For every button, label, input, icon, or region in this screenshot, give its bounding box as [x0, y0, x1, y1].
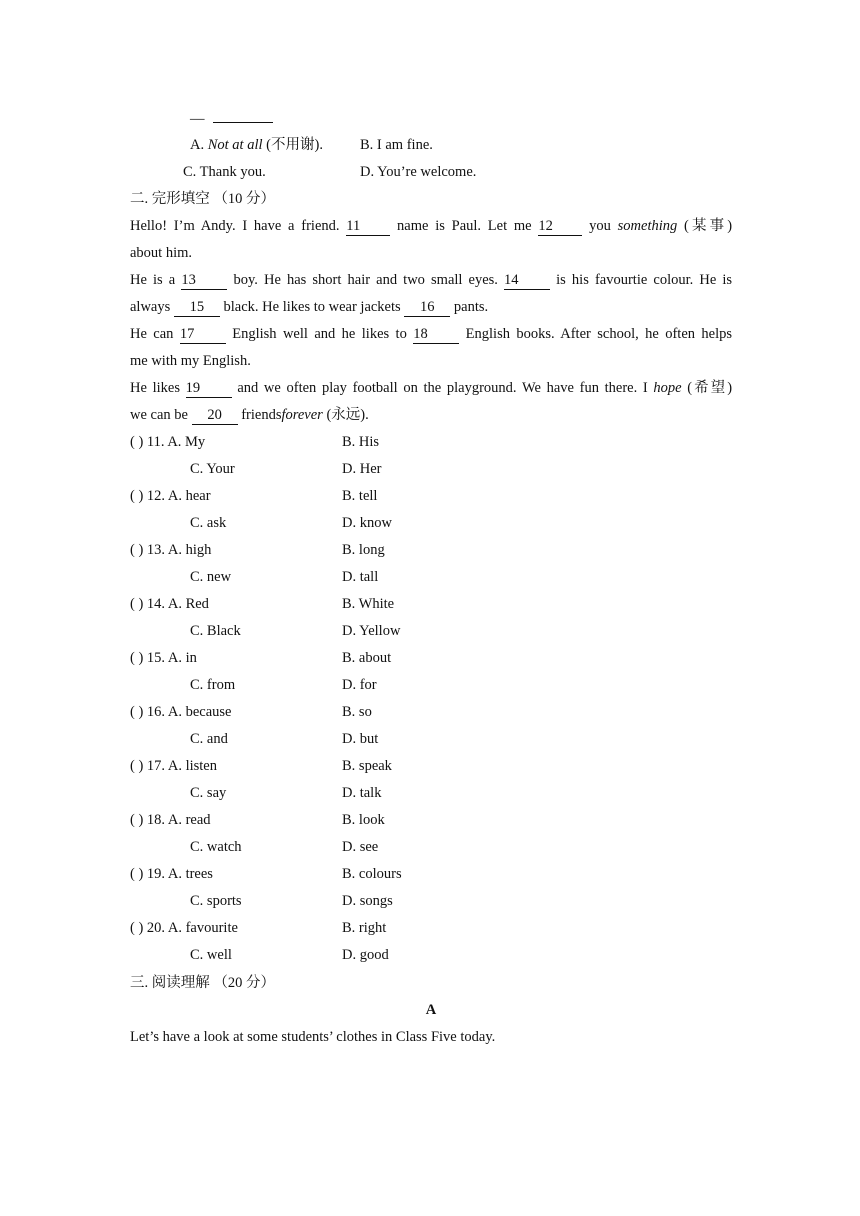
text: He can [130, 326, 174, 342]
question-19-option-a[interactable]: ( ) 19. A. trees [130, 866, 213, 882]
question-16-option-a[interactable]: ( ) 16. A. because [130, 704, 232, 720]
question-17-option-c: C. say [190, 785, 227, 801]
question-11-option-b: B. His [342, 434, 380, 450]
q10-answer-line [190, 106, 732, 133]
text: (某事) [684, 218, 733, 234]
q10-option-b: B. I am fine. [360, 137, 433, 153]
question-14-option-b: B. White [342, 596, 395, 612]
blank-17[interactable]: 17 [180, 326, 226, 344]
question-20-option-b: B. right [342, 920, 387, 936]
text: something [617, 218, 678, 234]
text: hope [653, 380, 682, 396]
blank-11[interactable]: 11 [346, 218, 390, 236]
question-13-option-a[interactable]: ( ) 13. A. high [130, 542, 212, 558]
text: friends [241, 407, 282, 423]
passage-line-4 [130, 294, 732, 321]
question-12-option-d: D. know [342, 515, 392, 531]
text: Hello! I’m Andy. I have a friend. [130, 218, 340, 234]
q10-option-c: C. Thank you. [183, 164, 266, 180]
text: He likes [130, 380, 180, 396]
section-heading-cloze: 二. 完形填空 （10 分） [130, 191, 275, 207]
question-15-option-b: B. about [342, 650, 392, 666]
text: name is Paul. Let me [397, 218, 532, 234]
blank-16[interactable]: 16 [404, 299, 450, 317]
question-18-option-a[interactable]: ( ) 18. A. read [130, 812, 211, 828]
text: we can be [130, 407, 188, 423]
question-18-option-c: C. watch [190, 839, 242, 855]
option-gloss: (不用谢). [266, 137, 323, 153]
question-16-option-c: C. and [190, 731, 228, 747]
blank-18[interactable]: 18 [413, 326, 459, 344]
question-20-option-a[interactable]: ( ) 20. A. favourite [130, 920, 238, 936]
question-11-option-a[interactable]: ( ) 11. A. My [130, 434, 206, 450]
question-20-option-c: C. well [190, 947, 232, 963]
question-13-option-d: D. tall [342, 569, 379, 585]
question-12-option-a[interactable]: ( ) 12. A. hear [130, 488, 211, 504]
text: English books. After school, he often helps [465, 326, 733, 342]
question-15-option-c: C. from [190, 677, 236, 693]
question-20-option-d: D. good [342, 947, 389, 963]
blank-12[interactable]: 12 [538, 218, 582, 236]
text: English well and he likes to [232, 326, 407, 342]
question-19-option-b: B. colours [342, 866, 402, 882]
passage-line-6: me with my English. [130, 353, 251, 369]
question-11-option-d: D. Her [342, 461, 382, 477]
question-16-option-d: D. but [342, 731, 379, 747]
answer-blank[interactable] [213, 108, 273, 123]
question-13-option-b: B. long [342, 542, 385, 558]
passage-line-2: about him. [130, 245, 193, 261]
question-14-option-d: D. Yellow [342, 623, 401, 639]
blank-20[interactable]: 20 [192, 407, 238, 425]
text: boy. He has short hair and two small eyes. [233, 272, 498, 288]
q10-option-d: D. You’re welcome. [360, 164, 477, 180]
section-heading-reading: 三. 阅读理解 （20 分） [130, 975, 275, 991]
q10-option-a [190, 132, 323, 159]
blank-14[interactable]: 14 [504, 272, 550, 290]
reading-intro: Let’s have a look at some students’ clothes in Class Five today. [130, 1029, 496, 1045]
question-12-option-b: B. tell [342, 488, 378, 504]
text: forever [281, 407, 323, 423]
dash: — [190, 111, 205, 127]
question-17-option-b: B. speak [342, 758, 392, 774]
option-letter: A. [190, 137, 205, 153]
passage-line-5 [130, 321, 732, 348]
passage-line-7 [130, 375, 732, 402]
text: pants. [453, 299, 489, 315]
text: and we often play football on the playground. We have fun there. I [237, 380, 648, 396]
passage-line-1 [130, 213, 732, 240]
blank-19[interactable]: 19 [186, 380, 232, 398]
text: is his favourtie colour. He is [556, 272, 733, 288]
question-17-option-a[interactable]: ( ) 17. A. listen [130, 758, 217, 774]
question-18-option-b: B. look [342, 812, 385, 828]
question-18-option-d: D. see [342, 839, 379, 855]
text: always [130, 299, 171, 315]
question-11-option-c: C. Your [190, 461, 235, 477]
text: He is a [130, 272, 176, 288]
part-label: A [425, 1002, 437, 1018]
text: (希望) [687, 380, 733, 396]
text: you [589, 218, 611, 234]
question-15-option-a[interactable]: ( ) 15. A. in [130, 650, 197, 666]
passage-line-8 [130, 402, 732, 429]
passage-line-3 [130, 267, 732, 294]
option-text: Not at all [207, 137, 263, 153]
question-12-option-c: C. ask [190, 515, 227, 531]
question-14-option-a[interactable]: ( ) 14. A. Red [130, 596, 209, 612]
question-15-option-d: D. for [342, 677, 377, 693]
question-19-option-d: D. songs [342, 893, 393, 909]
question-13-option-c: C. new [190, 569, 232, 585]
text: black. He likes to wear jackets [223, 299, 401, 315]
blank-15[interactable]: 15 [174, 299, 220, 317]
blank-13[interactable]: 13 [181, 272, 227, 290]
question-16-option-b: B. so [342, 704, 372, 720]
question-17-option-d: D. talk [342, 785, 382, 801]
question-14-option-c: C. Black [190, 623, 241, 639]
text: (永远). [326, 407, 369, 423]
question-19-option-c: C. sports [190, 893, 242, 909]
